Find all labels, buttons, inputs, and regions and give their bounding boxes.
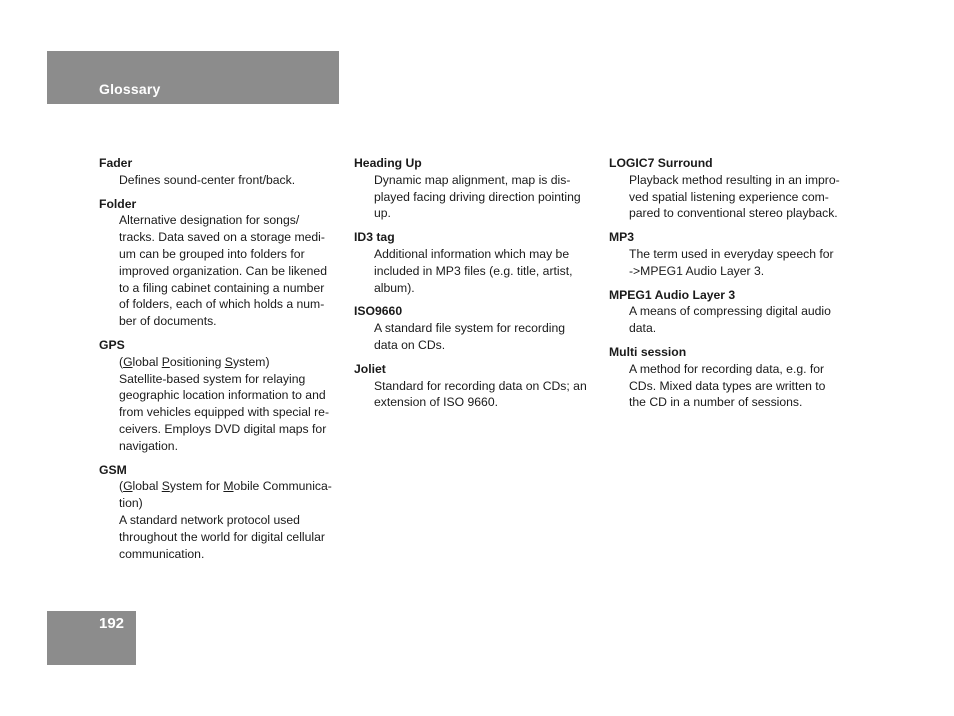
- glossary-entry: [609, 229, 854, 279]
- definition-line: the CD in a number of sessions.: [629, 395, 803, 410]
- glossary-entry: [609, 287, 854, 337]
- glossary-term: Joliet: [354, 361, 386, 376]
- glossary-definition: [354, 246, 599, 296]
- section-title: Glossary: [99, 81, 161, 97]
- definition-line: tion): [119, 496, 143, 511]
- definition-line: The term used in everyday speech for: [629, 246, 834, 261]
- definition-line: A method for recording data, e.g. for: [629, 361, 825, 376]
- definition-line: Standard for recording data on CDs; an: [374, 378, 587, 393]
- definition-line: extension of ISO 9660.: [374, 395, 498, 410]
- glossary-column-1: [99, 155, 344, 569]
- definition-line: geographic location information to and: [119, 388, 326, 403]
- definition-line: ber of documents.: [119, 314, 217, 329]
- glossary-term: ISO9660: [354, 304, 403, 319]
- definition-line: included in MP3 files (e.g. title, artist,: [374, 263, 573, 278]
- glossary-column-3: [609, 155, 854, 418]
- glossary-definition: [99, 212, 344, 330]
- definition-line: up.: [374, 206, 391, 221]
- definition-line: Additional information which may be: [374, 246, 570, 261]
- definition-line: played facing driving direction pointing: [374, 189, 581, 204]
- glossary-entry: [354, 303, 599, 353]
- definition-line: ved spatial listening experience com-: [629, 189, 829, 204]
- glossary-definition: [99, 354, 344, 455]
- definition-line: um can be grouped into folders for: [119, 246, 305, 261]
- definition-line: Playback method resulting in an impro-: [629, 172, 840, 187]
- definition-line: (Global System for Mobile Communica-: [119, 479, 332, 494]
- definition-line: A standard file system for recording: [374, 321, 566, 336]
- definition-line: Dynamic map alignment, map is dis-: [374, 172, 571, 187]
- glossary-entry: [99, 462, 344, 563]
- glossary-definition: [354, 378, 599, 412]
- glossary-term: Folder: [99, 196, 137, 211]
- definition-line: data on CDs.: [374, 337, 446, 352]
- glossary-term: MP3: [609, 230, 635, 245]
- glossary-entry: [609, 155, 854, 222]
- glossary-definition: [609, 361, 854, 411]
- glossary-term: GSM: [99, 462, 127, 477]
- definition-line: ceivers. Employs DVD digital maps for: [119, 421, 327, 436]
- definition-line: of folders, each of which holds a num-: [119, 297, 325, 312]
- glossary-entry: [354, 229, 599, 296]
- definition-line: album).: [374, 280, 415, 295]
- glossary-column-2: [354, 155, 599, 418]
- glossary-definition: [99, 478, 344, 562]
- section-header-bar: [47, 51, 339, 104]
- definition-line: Defines sound-center front/back.: [119, 172, 296, 187]
- definition-line: CDs. Mixed data types are written to: [629, 378, 826, 393]
- glossary-term: Heading Up: [354, 156, 422, 170]
- definition-line: Alternative designation for songs/: [119, 213, 300, 228]
- definition-line: throughout the world for digital cellular: [119, 529, 325, 544]
- glossary-entry: [99, 196, 344, 330]
- glossary-entry: [99, 155, 344, 189]
- definition-line: ->MPEG1 Audio Layer 3.: [629, 263, 765, 278]
- definition-line: data.: [629, 321, 657, 336]
- glossary-entry: [354, 361, 599, 411]
- definition-line: Satellite-based system for relaying: [119, 371, 306, 386]
- definition-line: improved organization. Can be likened: [119, 263, 327, 278]
- definition-line: tracks. Data saved on a storage medi-: [119, 230, 325, 245]
- glossary-definition: [354, 172, 599, 222]
- definition-line: A means of compressing digital audio: [629, 304, 831, 319]
- definition-line: pared to conventional stereo playback.: [629, 206, 838, 221]
- definition-line: from vehicles equipped with special re-: [119, 405, 329, 420]
- glossary-entry: [609, 344, 854, 411]
- glossary-term: Fader: [99, 156, 133, 170]
- glossary-definition: [609, 172, 854, 222]
- page-number-box: [47, 611, 136, 665]
- definition-line: to a filing cabinet containing a number: [119, 280, 325, 295]
- glossary-term: ID3 tag: [354, 230, 395, 245]
- definition-line: A standard network protocol used: [119, 512, 300, 527]
- definition-line: communication.: [119, 546, 205, 561]
- definition-line: (Global Positioning System): [119, 354, 270, 369]
- glossary-entry: [354, 155, 599, 222]
- glossary-definition: [609, 246, 854, 280]
- glossary-definition: [354, 320, 599, 354]
- page-number: 192: [99, 615, 125, 632]
- glossary-definition: [99, 172, 344, 189]
- glossary-term: MPEG1 Audio Layer 3: [609, 287, 736, 302]
- glossary-definition: [609, 303, 854, 337]
- glossary-term: LOGIC7 Surround: [609, 156, 713, 170]
- glossary-term: Multi session: [609, 344, 687, 359]
- definition-line: navigation.: [119, 438, 178, 453]
- glossary-entry: [99, 337, 344, 455]
- glossary-term: GPS: [99, 337, 125, 352]
